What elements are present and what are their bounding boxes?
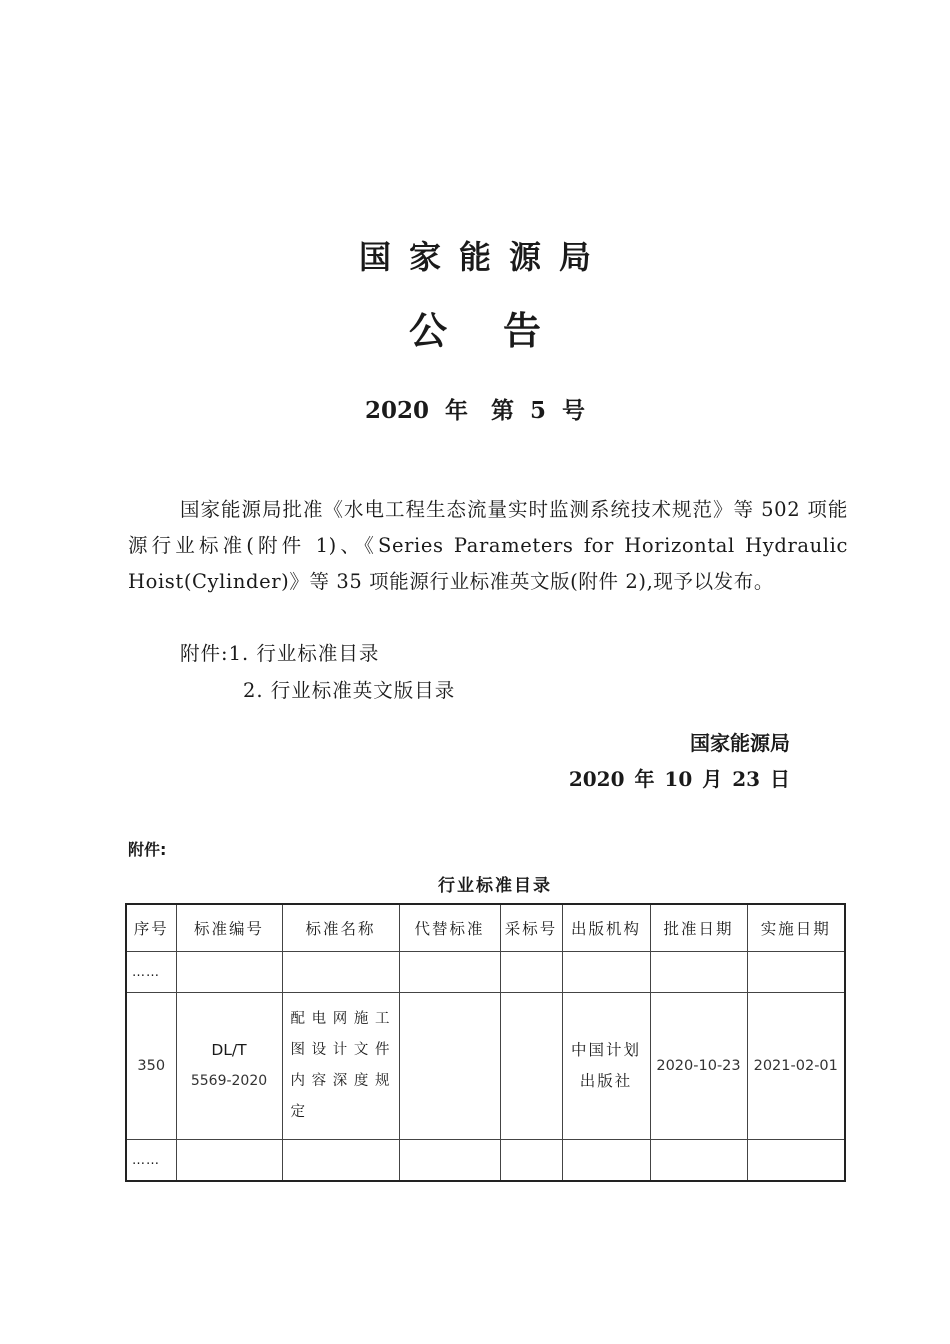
annex-label: 附件: <box>128 840 167 859</box>
ellipsis-cell: …… <box>126 952 176 993</box>
standard-code-line1: DL/T <box>211 1041 247 1059</box>
table-row <box>126 993 845 1140</box>
replaces-cell <box>399 993 500 1140</box>
attachment-list-item-2: 2. 行业标准英文版目录 <box>243 679 456 702</box>
table-title: 行业标准目录 <box>438 876 552 896</box>
column-header: 出版机构 <box>562 904 650 952</box>
signature-agency: 国家能源局 <box>690 731 790 755</box>
table-row-ellipsis <box>126 952 845 993</box>
effective-date-cell: 2021-02-01 <box>747 993 845 1140</box>
publisher-cell <box>562 993 650 1140</box>
column-header: 采标号 <box>500 904 562 952</box>
standard-name-cell: 配电网施工图设计文件内容深度规定 <box>282 993 399 1140</box>
column-header: 批准日期 <box>650 904 747 952</box>
publisher-line1: 中国计划 <box>570 1041 641 1059</box>
table-header-row <box>126 904 845 952</box>
column-header: 代替标准 <box>399 904 500 952</box>
notice-title: 公告 <box>408 309 597 353</box>
seq-cell: 350 <box>126 993 176 1140</box>
ellipsis-cell: …… <box>126 1140 176 1182</box>
signature-date: 2020 年 10 月 23 日 <box>568 767 790 791</box>
issuing-agency-title: 国家能源局 <box>358 238 609 276</box>
standard-code-cell <box>176 993 282 1140</box>
approved-date-cell: 2020-10-23 <box>650 993 747 1140</box>
table-row-ellipsis <box>126 1140 845 1182</box>
standard-code-line2: 5569-2020 <box>190 1073 268 1089</box>
publisher-line2: 出版社 <box>579 1072 633 1090</box>
column-header: 标准名称 <box>282 904 399 952</box>
column-header: 标准编号 <box>176 904 282 952</box>
column-header: 序号 <box>126 904 176 952</box>
attachment-list-item-1: 附件:1. 行业标准目录 <box>180 642 380 665</box>
notice-number: 2020 年 第 5 号 <box>364 397 586 424</box>
announcement-paragraph: 国家能源局批准《水电工程生态流量实时监测系统技术规范》等 502 项能源行业标准(附件 1)、《Series Parameters for Horizontal Hydraulic Hoist(Cylinder)》等 35 项能源行业标准英文版(附件 2),现予以发布。 <box>128 498 848 593</box>
adopted-cell <box>500 993 562 1140</box>
standards-table <box>125 903 846 1182</box>
column-header: 实施日期 <box>747 904 845 952</box>
